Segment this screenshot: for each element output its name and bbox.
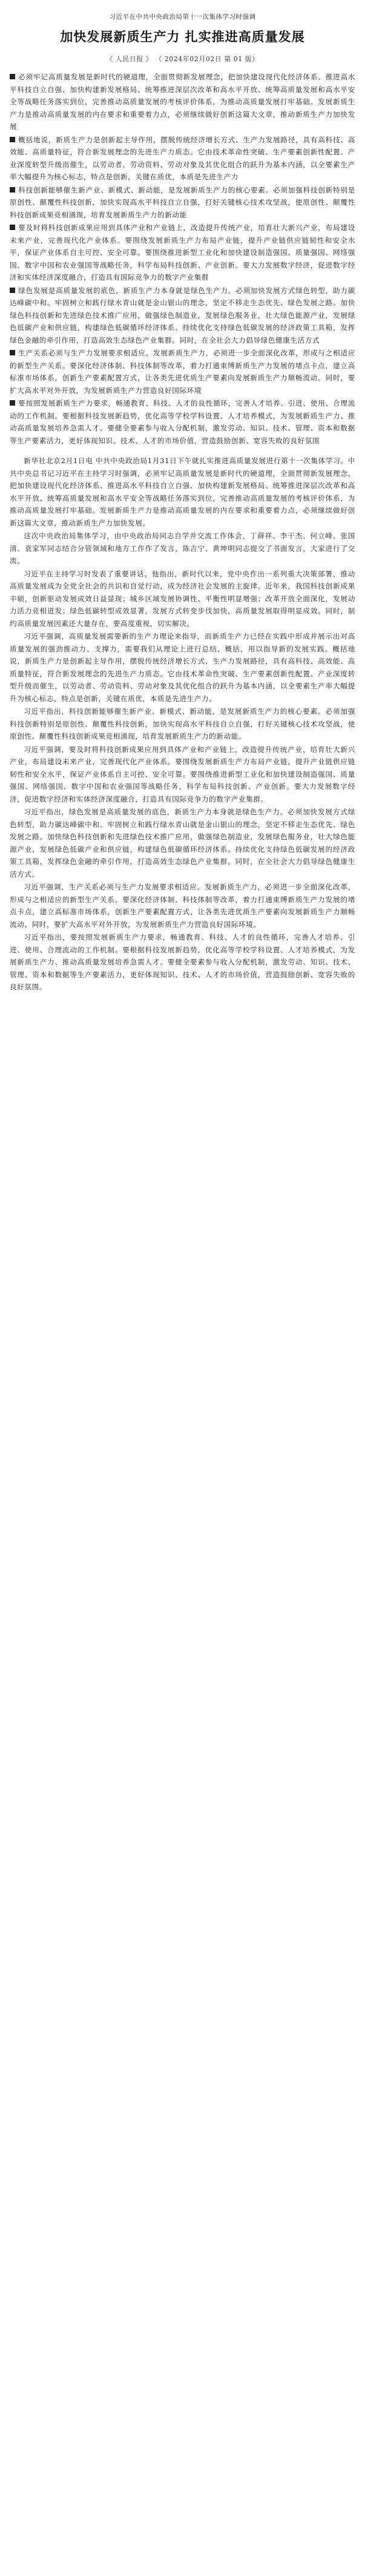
article-kicker: 习近平在中共中央政治局第十一次集体学习时强调 [109,13,256,21]
summary-section [10,71,355,447]
body-paragraph: 习近平强调，生产关系必须与生产力发展要求相适应。发展新质生产力，必须进一步全面深化改革，形成与之相适应的新型生产关系。要深化经济体制、科技体制等改革，着力打通束缚新质生产力发展的堵点卡点，建立高标准市场体系，创新生产要素配置方式，让各类先进优质生产要素向发展新质生产力顺畅流动。同时，要扩大高水平对外开放，为发展新质生产力营造良好国际环境。 [10,883,355,929]
square-bullet-icon [10,187,15,193]
article-source: 《 人民日报 》 （ 2024年02月02日 第 01 版） [106,55,259,63]
body-paragraph: 习近平指出，绿色发展是高质量发展的底色，新质生产力本身就是绿色生产力。必须加快发展方式绿色转型，助力碳达峰碳中和。牢固树立和践行绿水青山就是金山银山的理念，坚定不移走生态优先、绿色发展之路。加快绿色科技创新和先进绿色技术推广应用，做强绿色制造业，发展绿色服务业，壮大绿色能源产业，发展绿色低碳产业和供应链，构建绿色低碳循环经济体系。持续优化支持绿色低碳发展的经济政策工具箱，发挥绿色金融的牵引作用，打造高效生态绿色产业集群。同时，在全社会大力倡导绿色健康生活方式。 [10,808,355,878]
body-paragraph: 新华社北京2月1日电 中共中央政治局1月31日下午就扎实推进高质量发展进行第十一次集体学习。中共中央总书记习近平在主持学习时强调，必须牢记高质量发展是新时代的硬道理，全面贯彻新发展理念，把加快建设现代化经济体系、推进高水平科技自立自强、加快构建新发展格局、统筹推进深层次改革和高水平开放、统筹高质量发展和高水平安全等战略任务落实到位，完善推动高质量发展的考核评价体系，为推动高质量发展打牢基础。发展新质生产力是推动高质量发展的内在要求和重要着力点，必须继续做好创新这篇大文章，推动新质生产力加快发展。 [10,456,355,527]
section-gap [10,447,355,455]
summary-point: 绿色发展是高质量发展的底色，新质生产力本身就是绿色生产力。必须加快发展方式绿色转型，助力碳达峰碳中和。牢固树立和践行绿水青山就是金山银山的理念，坚定不移走生态优先、绿色发展之路。加快绿色科技创新和先进绿色技术推广应用，做强绿色制造业，发展绿色服务业，壮大绿色能源产业，发展绿色低碳产业和供应链，构建绿色低碳循环经济体系。持续优化支持绿色低碳发展的经济政策工具箱，发挥绿色金融的牵引作用，打造高效生态绿色产业集群。同时，在全社会大力倡导绿色健康生活方式 [10,286,355,344]
square-bullet-icon [10,400,15,406]
summary-point: 科技创新能够催生新产业、新模式、新动能，是发展新质生产力的核心要素。必须加强科技创新特别是原创性、颠覆性科技创新，加快实现高水平科技自立自强，打好关键核心技术攻坚战，使原创性、颠覆性科技创新成果竞相涌现，培育发展新质生产力的新动能 [10,185,355,219]
body-paragraph: 习近平强调，要及时将科技创新成果应用到具体产业和产业链上，改造提升传统产业，培育壮大新兴产业，布局建设未来产业，完善现代化产业体系。要围绕发展新质生产力布局产业链，提升产业链供应链韧性和安全水平，保证产业体系自主可控、安全可靠。要围绕推进新型工业化和加快建设制造强国、质量强国、网络强国、数字中国和农业强国等战略任务，科学布局科技创新、产业创新。要大力发展数字经济，促进数字经济和实体经济深度融合，打造具有国际竞争力的数字产业集群。 [10,745,355,803]
square-bullet-icon [10,137,15,142]
summary-point: 必须牢记高质量发展是新时代的硬道理，全面贯彻新发展理念，把加快建设现代化经济体系、推进高水平科技自立自强、加快构建新发展格局、统筹推进深层次改革和高水平开放、统筹高质量发展和高水平安全等战略任务落实到位，完善推动高质量发展的考核评价体系，为推动高质量发展打牢基础。发展新质生产力是推动高质量发展的内在要求和重要着力点，必须继续做好创新这篇大文章，推动新质生产力加快发展 [10,73,355,131]
square-bullet-icon [10,225,15,230]
body-paragraph: 这次中央政治局集体学习，由中央政治局同志自学并交流工作体会，丁薛祥、李干杰、何立峰、张国清、袁家军同志结合分管领域和地方工作作了发言，陈吉宁、黄坤明同志提交了书面发言，大家进行了交流。 [10,532,355,565]
article-body [10,455,355,993]
summary-point: 生产关系必须与生产力发展要求相适应。发展新质生产力，必须进一步全面深化改革，形成与之相适应的新型生产关系。要深化经济体制、科技体制等改革，着力打通束缚新质生产力发展的堵点卡点，建立高标准市场体系，创新生产要素配置方式，让各类先进优质生产要素向发展新质生产力顺畅流动。同时，要扩大高水平对外开放，为发展新质生产力营造良好国际环境 [10,349,355,395]
body-paragraph: 习近平指出，要按照发展新质生产力要求，畅通教育、科技、人才的良性循环，完善人才培养、引进、使用、合理流动的工作机制。要根据科技发展新趋势，优化高等学校学科设置、人才培养模式，为发展新质生产力、推动高质量发展培养急需人才。要健全要素参与收入分配机制，激发劳动、知识、技术、管理、资本和数据等生产要素活力，更好体现知识、技术、人才的市场价值，营造鼓励创新、宽容失败的良好氛围。 [10,933,355,991]
summary-point: 要按照发展新质生产力要求，畅通教育、科技、人才的良性循环，完善人才培养、引进、使用、合理流动的工作机制。要根据科技发展新趋势，优化高等学校学科设置、人才培养模式，为发展新质生产力、推动高质量发展培养急需人才。要健全要素参与收入分配机制，激发劳动、知识、技术、管理、资本和数据等生产要素活力，更好体现知识、技术、人才的市场价值，营造鼓励创新、宽容失败的良好氛围 [10,399,355,445]
summary-point: 要及时将科技创新成果应用到具体产业和产业链上，改造提升传统产业，培育壮大新兴产业，布局建设未来产业，完善现代化产业体系。要围绕发展新质生产力布局产业链，提升产业链供应链韧性和安全水平，保证产业体系自主可控、安全可靠。要围绕推进新型工业化和加快建设制造强国、质量强国、网络强国、数字中国和农业强国等战略任务，科学布局科技创新、产业创新。要大力发展数字经济，促进数字经济和实体经济深度融合，打造具有国际竞争力的数字产业集群 [10,223,355,282]
square-bullet-icon [10,288,15,293]
body-paragraph: 习近平强调，高质量发展需要新的生产力理论来指导，而新质生产力已经在实践中形成并展示出对高质量发展的强劲推动力、支撑力，需要我们从理论上进行总结、概括，用以指导新的发展实践。概括地说，新质生产力是创新起主导作用，摆脱传统经济增长方式、生产力发展路径，具有高科技、高效能、高质量特征，符合新发展理念的先进生产力质态。它由技术革命性突破、生产要素创新性配置、产业深度转型升级而催生，以劳动者、劳动资料、劳动对象及其优化组合的跃升为基本内涵，以全要素生产率大幅提升为核心标志，特点是创新，关键在质优，本质是先进生产力。 [10,632,355,703]
body-paragraph: 习近平指出，科技创新能够催生新产业、新模式、新动能，是发展新质生产力的核心要素。必须加强科技创新特别是原创性、颠覆性科技创新，加快实现高水平科技自立自强，打好关键核心技术攻坚战，使原创性、颠覆性科技创新成果竞相涌现，培育发展新质生产力的新动能。 [10,707,355,740]
square-bullet-icon [10,74,15,79]
body-paragraph: 习近平在主持学习时发表了重要讲话。他指出，新时代以来，党中央作出一系列重大决策部署，推动高质量发展成为全党全社会的共识和自觉行动，成为经济社会发展的主旋律。近年来，我国科技创新成果丰硕，创新驱动发展成效日益显现；城乡区域发展协调性、平衡性明显增强；改革开放全面深化，发展动力活力竞相迸发；绿色低碳转型成效显著，发展方式转变步伐加快，高质量发展取得明显成效。同时，制约高质量发展因素还大量存在，要高度重视，切实解决。 [10,569,355,628]
summary-point: 概括地说，新质生产力是创新起主导作用，摆脱传统经济增长方式、生产力发展路径，具有高科技、高效能、高质量特征，符合新发展理念的先进生产力质态。它由技术革命性突破、生产要素创新性配置、产业深度转型升级而催生，以劳动者、劳动资料、劳动对象及其优化组合的跃升为基本内涵，以全要素生产率大幅提升为核心标志，特点是创新，关键在质优，本质是先进生产力 [10,135,355,181]
article-title: 加快发展新质生产力 扎实推进高质量发展 [60,29,305,44]
square-bullet-icon [10,350,15,355]
